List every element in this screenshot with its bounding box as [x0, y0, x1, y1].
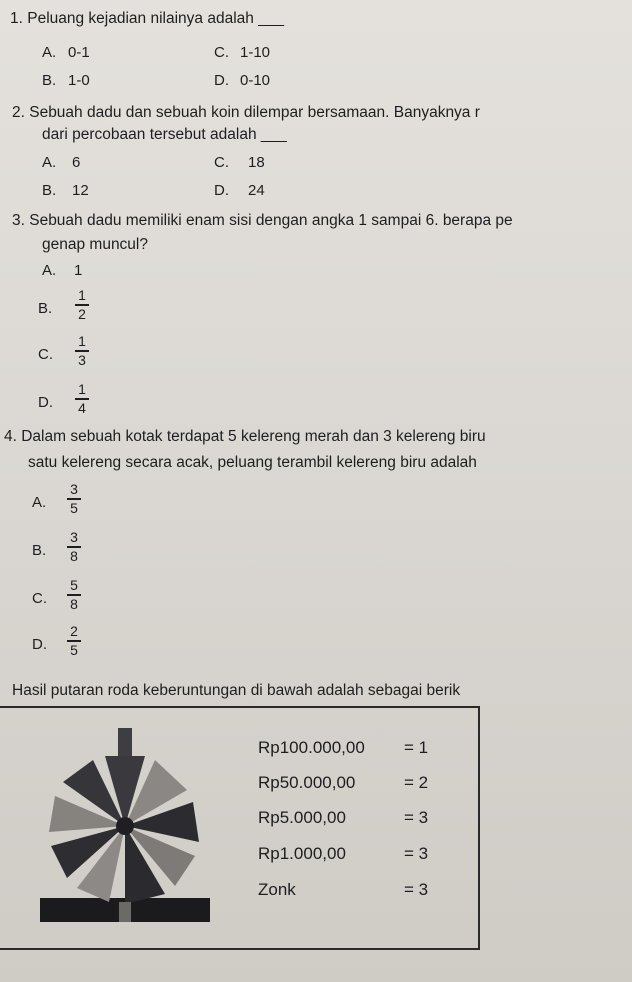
fraction-numerator: 3 [70, 481, 78, 497]
q2-option-a-letter: A. [42, 154, 57, 171]
fraction-numerator: 1 [78, 333, 86, 349]
q2-option-d-value: 24 [248, 182, 265, 199]
q2-option-c-value: 18 [248, 154, 265, 171]
q4-option-d-fraction [66, 624, 82, 658]
q2-option-d-letter: D. [214, 182, 229, 199]
q1-option-c-value: 1-10 [240, 44, 271, 61]
q3-option-a-letter: A. [42, 262, 57, 279]
q3-option-c-letter: C. [38, 346, 53, 363]
q1-option-a-letter: A. [42, 44, 57, 61]
question-4-line-2: satu kelereng secara acak, peluang terambil kelereng biru adalah [28, 454, 477, 471]
fraction-numerator: 5 [70, 577, 78, 593]
q4-option-b-fraction [66, 530, 82, 564]
q4-option-a-letter: A. [32, 494, 47, 511]
prize-count-3: = 3 [404, 808, 429, 827]
q1-option-b-letter: B. [42, 72, 57, 89]
q2-option-c-letter: C. [214, 154, 229, 171]
q3-option-b-letter: B. [38, 300, 53, 317]
q4-option-b-letter: B. [32, 542, 47, 559]
q3-option-d-letter: D. [38, 394, 53, 411]
q4-option-a-fraction [66, 482, 82, 516]
fraction-denominator: 4 [78, 399, 86, 416]
question-1-text: 1. Peluang kejadian nilainya adalah ___ [10, 10, 285, 27]
prize-label-2: Rp50.000,00 [258, 773, 356, 792]
prize-label-3: Rp5.000,00 [258, 808, 346, 827]
prize-label-5: Zonk [258, 880, 296, 899]
prize-count-2: = 2 [404, 773, 429, 792]
question-3-line-2: genap muncul? [42, 236, 148, 253]
q2-option-b-letter: B. [42, 182, 57, 199]
q2-option-b-value: 12 [72, 182, 89, 199]
q1-option-a-value: 0-1 [68, 44, 90, 61]
q3-option-b-fraction [74, 288, 90, 322]
prize-label-4: Rp1.000,00 [258, 844, 346, 863]
fraction-numerator: 2 [70, 623, 78, 639]
fraction-denominator: 3 [78, 351, 86, 368]
q1-option-d-value: 0-10 [240, 72, 271, 89]
fraction-numerator: 3 [70, 529, 78, 545]
wheel-pointer [118, 728, 132, 758]
q1-option-c-letter: C. [214, 44, 229, 61]
prize-count-5: = 3 [404, 880, 429, 899]
q3-option-a-value: 1 [74, 262, 83, 279]
fortune-wheel-image [30, 728, 220, 928]
wheel-segments [49, 756, 199, 922]
q4-option-c-fraction [66, 578, 82, 612]
q1-option-d-letter: D. [214, 72, 229, 89]
prize-count-1: = 1 [404, 738, 429, 757]
question-4-line-1: 4. Dalam sebuah kotak terdapat 5 kelereng merah dan 3 kelereng biru [4, 428, 486, 445]
fraction-denominator: 5 [70, 641, 78, 658]
q3-option-c-fraction [74, 334, 90, 368]
question-2-line-1: 2. Sebuah dadu dan sebuah koin dilempar bersamaan. Banyaknya r [12, 104, 480, 121]
fraction-numerator: 1 [78, 287, 86, 303]
q3-option-d-fraction [74, 382, 90, 416]
q2-option-a-value: 6 [72, 154, 81, 171]
fraction-denominator: 8 [70, 547, 78, 564]
prize-label-1: Rp100.000,00 [258, 738, 365, 757]
q4-option-d-letter: D. [32, 636, 47, 653]
fraction-denominator: 8 [70, 595, 78, 612]
fraction-numerator: 1 [78, 381, 86, 397]
q4-option-c-letter: C. [32, 590, 47, 607]
question-3-line-1: 3. Sebuah dadu memiliki enam sisi dengan angka 1 sampai 6. berapa pe [12, 212, 513, 229]
q1-option-b-value: 1-0 [68, 72, 90, 89]
fraction-denominator: 5 [70, 499, 78, 516]
question-2-line-2: dari percobaan tersebut adalah ___ [42, 126, 287, 143]
fraction-denominator: 2 [78, 305, 86, 322]
prize-count-4: = 3 [404, 844, 429, 863]
wheel-section-intro: Hasil putaran roda keberuntungan di bawah adalah sebagai berik [12, 682, 461, 699]
